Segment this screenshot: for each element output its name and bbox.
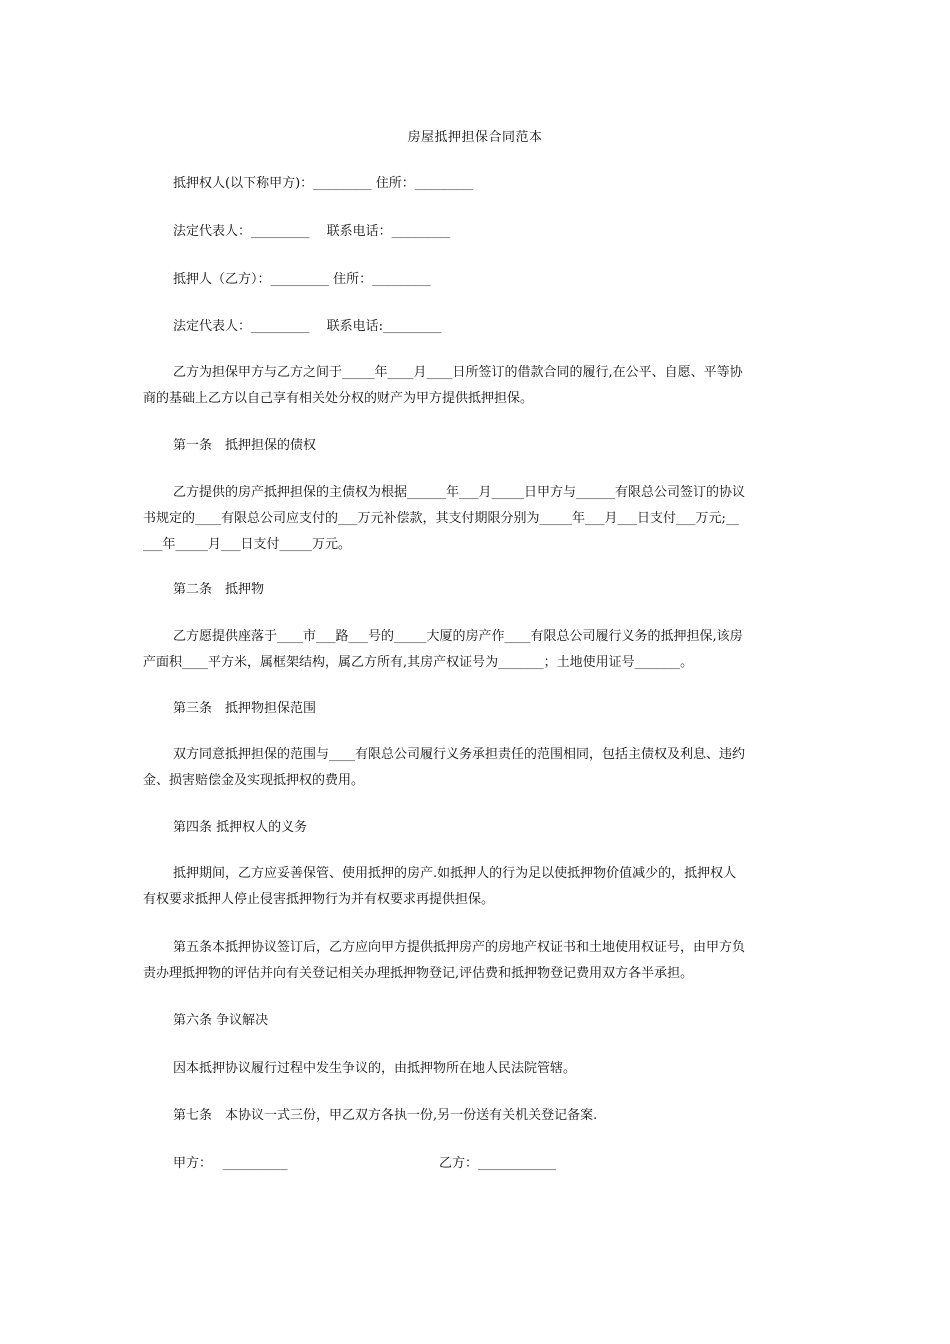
article7-body: 第七条 本协议一式三份，甲乙双方各执一份,另一份送有关机关登记备案. [173,1108,598,1123]
article1-paragraph [143,480,807,558]
article3-line: 金、损害赔偿金及实现抵押权的费用。 [143,773,365,788]
article3-heading: 第三条 抵押物担保范围 [173,701,317,716]
mortgagee-representative-line: 法定代表人：_________ 联系电话：_________ [173,224,451,239]
article5-line: 第五条本抵押协议签订后，乙方应向甲方提供抵押房产的房地产权证书和土地使用权证号，由甲方负 [173,940,746,955]
article1-line: ___年_____月___日支付_____万元。 [143,537,352,552]
article1-heading: 第一条 抵押担保的债权 [173,438,317,453]
article2-heading: 第二条 抵押物 [173,582,265,597]
document-title: 房屋抵押担保合同范本 [407,130,543,145]
party-a-signature: 甲方： __________ [173,1156,288,1171]
article4-paragraph [143,861,807,913]
article6-heading: 第六条 争议解决 [173,1013,269,1028]
article2-line: 乙方愿提供座落于____市___路___号的_____大厦的房产作____有限总公司履行义务的抵押担保,该房 [173,629,743,644]
preamble-line: 商的基础上乙方以自己享有相关处分权的财产为甲方提供抵押担保。 [143,391,534,406]
preamble-paragraph [143,360,807,412]
preamble-line: 乙方为担保甲方与乙方之间于_____年____月____日所签订的借款合同的履行,在公平、自愿、平等协 [173,365,743,380]
article5-paragraph [143,935,807,987]
party-b-signature: 乙方：____________ [439,1156,557,1171]
article6-body: 因本抵押协议履行过程中发生争议的，由抵押物所在地人民法院管辖。 [173,1061,577,1076]
mortgagee-line: 抵押权人(以下称甲方)：_________ 住所：_________ [173,176,474,191]
article2-line: 产面积____平方米，属框架结构，属乙方所有,其房产权证号为_______；土地使用证号_______。 [143,655,694,670]
article2-paragraph [143,624,807,676]
article4-line: 抵押期间，乙方应妥善保管、使用抵押的房产.如抵押人的行为足以使抵押物价值减少的，抵押权人 [173,866,737,881]
mortgagor-line: 抵押人（乙方）：_________ 住所：_________ [173,272,431,287]
article5-line: 责办理抵押物的评估并向有关登记相关办理抵押物登记,评估费和抵押物登记费用双方各半承担。 [143,966,694,981]
article1-line: 乙方提供的房产抵押担保的主债权为根据______年___月_____日甲方与______有限总公司签订的协议 [173,485,746,500]
article4-line: 有权要求抵押人停止侵害抵押物行为并有权要求再提供担保。 [143,892,495,907]
article4-heading: 第四条 抵押权人的义务 [173,820,308,835]
article1-line: 书规定的____有限总公司应支付的___万元补偿款，其支付期限分别为_____年___月___日支付___万元;__ [143,511,739,526]
mortgagor-representative-line: 法定代表人：_________ 联系电话:_________ [173,319,442,334]
article3-line: 双方同意抵押担保的范围与____有限总公司履行义务承担责任的范围相同，包括主债权及利息、违约 [173,747,746,762]
article3-paragraph [143,742,807,794]
